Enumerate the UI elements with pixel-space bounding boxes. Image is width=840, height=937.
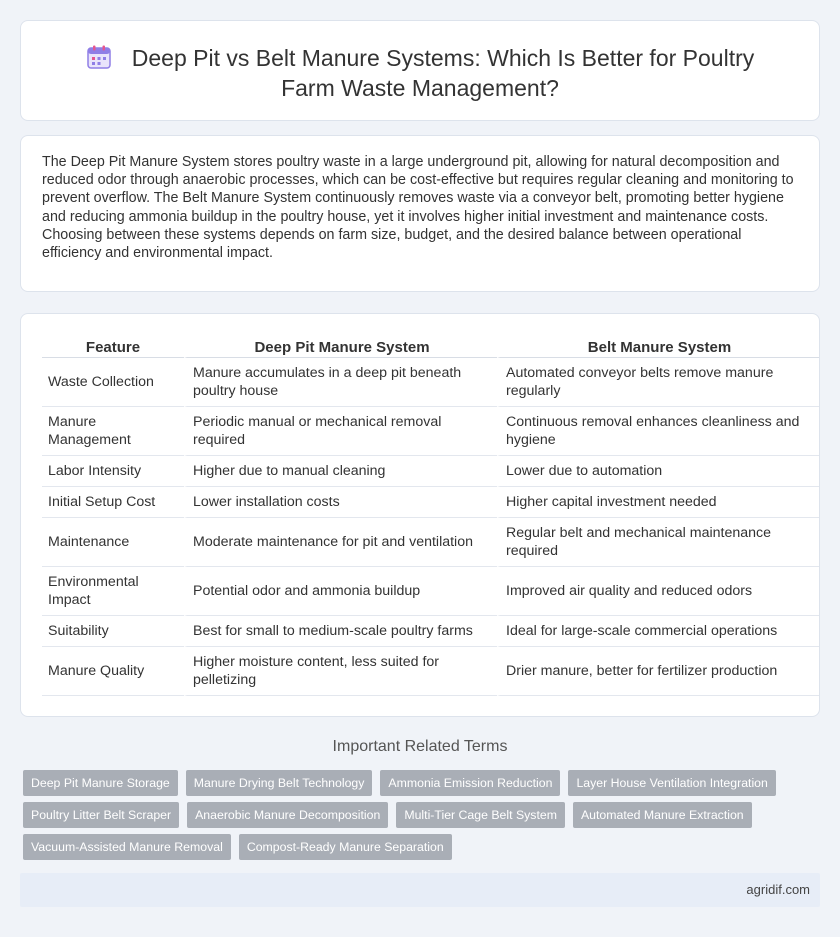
deep-pit-cell: Manure accumulates in a deep pit beneath poultry house bbox=[184, 358, 497, 407]
page-title-row bbox=[21, 43, 819, 103]
feature-cell: Initial Setup Cost bbox=[42, 487, 184, 518]
table-row bbox=[42, 567, 819, 616]
belt-cell: Higher capital investment needed bbox=[497, 487, 819, 518]
feature-cell: Environmental Impact bbox=[42, 567, 184, 616]
header-deep-pit: Deep Pit Manure System bbox=[184, 334, 497, 358]
table-row bbox=[42, 647, 819, 696]
feature-cell: Manure Quality bbox=[42, 647, 184, 696]
belt-cell: Lower due to automation bbox=[497, 456, 819, 487]
deep-pit-cell: Periodic manual or mechanical removal required bbox=[184, 407, 497, 456]
deep-pit-cell: Lower installation costs bbox=[184, 487, 497, 518]
feature-cell: Waste Collection bbox=[42, 358, 184, 407]
deep-pit-cell: Potential odor and ammonia buildup bbox=[184, 567, 497, 616]
feature-cell: Maintenance bbox=[42, 518, 184, 567]
related-term-tag[interactable]: Automated Manure Extraction bbox=[573, 802, 752, 828]
related-term-tag[interactable]: Vacuum-Assisted Manure Removal bbox=[23, 834, 231, 860]
comparison-table bbox=[42, 334, 819, 696]
table-row bbox=[42, 518, 819, 567]
related-term-tag[interactable]: Poultry Litter Belt Scraper bbox=[23, 802, 179, 828]
table-row bbox=[42, 616, 819, 647]
table-header-row bbox=[42, 334, 819, 358]
belt-cell: Improved air quality and reduced odors bbox=[497, 567, 819, 616]
deep-pit-cell: Moderate maintenance for pit and ventilation bbox=[184, 518, 497, 567]
belt-cell: Regular belt and mechanical maintenance required bbox=[497, 518, 819, 567]
page-title: Deep Pit vs Belt Manure Systems: Which Is Better for Poultry Farm Waste Management? bbox=[131, 45, 755, 101]
header-feature: Feature bbox=[42, 334, 184, 358]
header-belt: Belt Manure System bbox=[497, 334, 819, 358]
related-term-tag[interactable]: Multi-Tier Cage Belt System bbox=[396, 802, 565, 828]
deep-pit-cell: Higher due to manual cleaning bbox=[184, 456, 497, 487]
deep-pit-cell: Best for small to medium-scale poultry farms bbox=[184, 616, 497, 647]
belt-cell: Ideal for large-scale commercial operations bbox=[497, 616, 819, 647]
header-card bbox=[20, 20, 820, 121]
belt-cell: Automated conveyor belts remove manure regularly bbox=[497, 358, 819, 407]
table-row bbox=[42, 407, 819, 456]
intro-paragraph: The Deep Pit Manure System stores poultry waste in a large underground pit, allowing for natural decomposition and reduced odor through anaerobic processes, which can be cost-effective but requires regular cleaning and monitoring to prevent overflow. The Belt Manure System continuously removes waste via a conveyor belt, promoting better hygiene and reducing ammonia buildup in the poultry house, yet it involves higher initial investment and maintenance costs. Choosing between these systems depends on farm size, budget, and the desired balance between operational efficiency and environmental impact. bbox=[42, 154, 794, 262]
feature-cell: Manure Management bbox=[42, 407, 184, 456]
belt-cell: Continuous removal enhances cleanliness and hygiene bbox=[497, 407, 819, 456]
calendar-icon bbox=[86, 44, 112, 70]
deep-pit-cell: Higher moisture content, less suited for pelletizing bbox=[184, 647, 497, 696]
related-terms-list bbox=[23, 770, 813, 860]
related-term-tag[interactable]: Manure Drying Belt Technology bbox=[186, 770, 373, 796]
intro-card bbox=[20, 135, 820, 292]
table-row bbox=[42, 456, 819, 487]
related-term-tag[interactable]: Anaerobic Manure Decomposition bbox=[187, 802, 388, 828]
footer-site-link[interactable]: agridif.com bbox=[746, 882, 810, 897]
feature-cell: Suitability bbox=[42, 616, 184, 647]
related-term-tag[interactable]: Layer House Ventilation Integration bbox=[568, 770, 775, 796]
table-row bbox=[42, 487, 819, 518]
footer bbox=[20, 873, 820, 907]
comparison-card bbox=[20, 313, 820, 717]
feature-cell: Labor Intensity bbox=[42, 456, 184, 487]
related-terms-title: Important Related Terms bbox=[332, 738, 508, 755]
related-term-tag[interactable]: Compost-Ready Manure Separation bbox=[239, 834, 452, 860]
belt-cell: Drier manure, better for fertilizer production bbox=[497, 647, 819, 696]
related-term-tag[interactable]: Ammonia Emission Reduction bbox=[380, 770, 560, 796]
related-term-tag[interactable]: Deep Pit Manure Storage bbox=[23, 770, 178, 796]
table-row bbox=[42, 358, 819, 407]
